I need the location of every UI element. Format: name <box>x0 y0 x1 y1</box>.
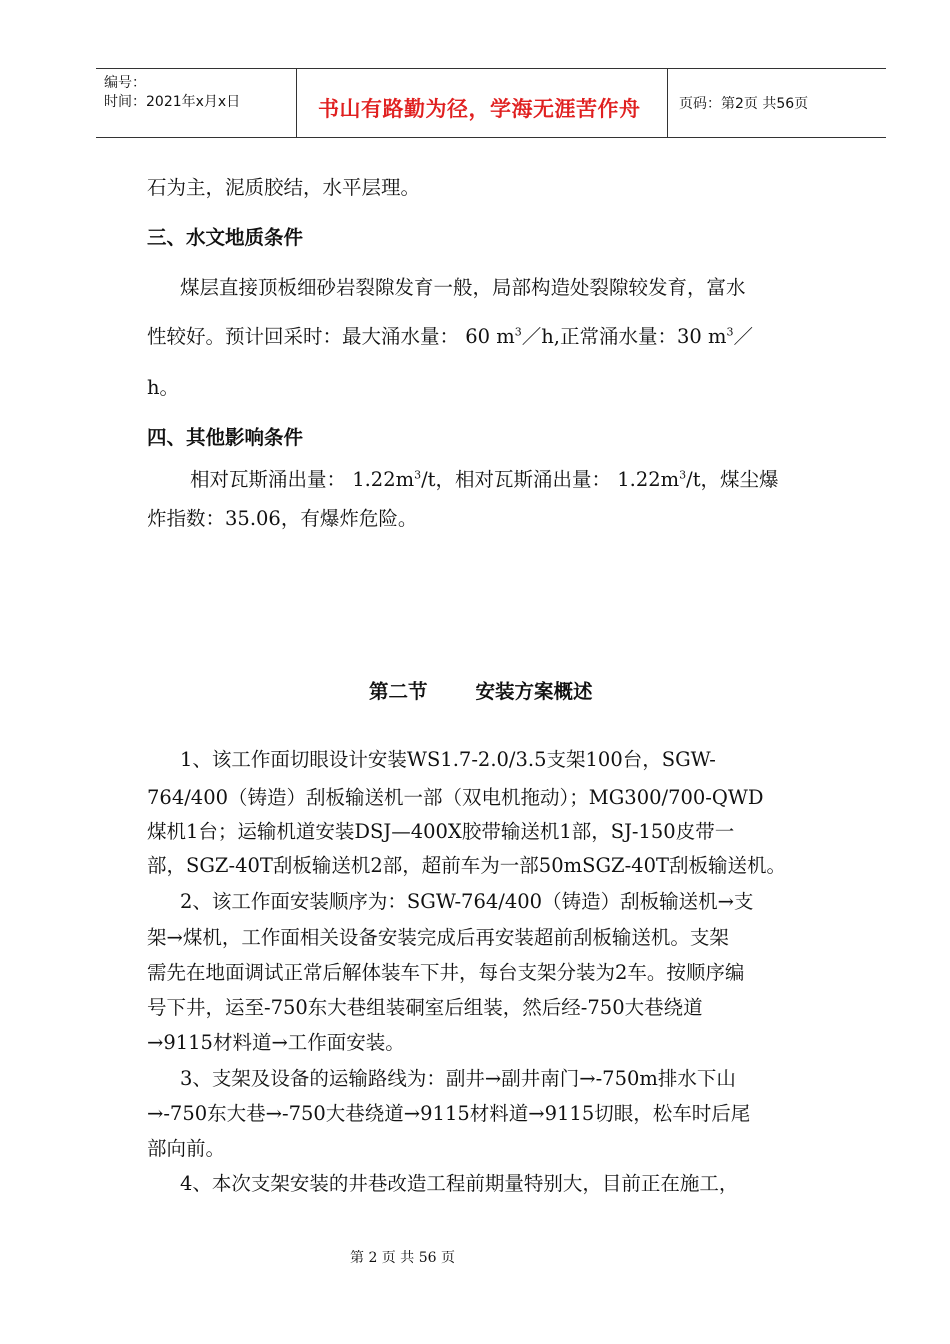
header-motto-cell <box>296 69 668 137</box>
paragraph-line: 764/400（铸造）刮板输送机一部（双电机拖动）；MG300/700-QWD <box>147 786 764 809</box>
time-label: 时间：2021年x月x日 <box>104 94 241 110</box>
superscript: 3 <box>726 325 734 339</box>
paragraph-line: 3、支架及设备的运输路线为：副井→副井南门→-750m排水下山 <box>180 1067 736 1090</box>
superscript: 3 <box>414 468 422 482</box>
motto: 书山有路勤为径，学海无涯苦作舟 <box>318 97 641 121</box>
paragraph-line: 炸指数：35.06，有爆炸危险。 <box>147 507 418 530</box>
paragraph-line: →-750东大巷→-750大巷绕道→9115材料道→9115切眼，松车时后尾 <box>147 1102 751 1125</box>
text-segment: /t，相对瓦斯涌出量： 1.22m <box>421 468 680 491</box>
superscript: 3 <box>514 325 522 339</box>
superscript: 3 <box>679 468 687 482</box>
paragraph-line: 2、该工作面安装顺序为：SGW-764/400（铸造）刮板输送机→支 <box>180 890 754 913</box>
paragraph-line: 部，SGZ-40T刮板输送机2部，超前车为一部50mSGZ-40T刮板输送机。 <box>147 854 786 877</box>
text-segment: /t，煤尘爆 <box>686 468 779 491</box>
heading-other-conditions: 四、其他影响条件 <box>147 426 304 449</box>
paragraph-line <box>147 321 753 349</box>
paragraph-line: 煤机1台；运输机道安装DSJ—400X胶带输送机1部，SJ-150皮带一 <box>147 820 735 843</box>
paragraph-line: 部向前。 <box>147 1137 226 1160</box>
paragraph-line <box>190 464 779 492</box>
paragraph-line: 需先在地面调试正常后解体装车下井，每台支架分装为2车。按顺序编 <box>147 961 745 984</box>
paragraph-line: 号下井，运至-750东大巷组装硐室后组装，然后经-750大巷绕道 <box>147 996 703 1019</box>
paragraph-line: h。 <box>147 376 180 399</box>
paragraph-line: 1、该工作面切眼设计安装WS1.7-2.0/3.5支架100台，SGW- <box>180 748 716 771</box>
code-label: 编号： <box>104 75 146 91</box>
text-segment: ／h,正常涌水量：30 m <box>521 325 727 348</box>
text-segment: 相对瓦斯涌出量： 1.22m <box>190 468 415 491</box>
page-info: 页码：第2页 共56页 <box>679 96 809 112</box>
page-header <box>96 68 886 138</box>
section-name: 安装方案概述 <box>475 680 593 703</box>
header-meta <box>96 69 297 137</box>
section-title <box>369 676 593 704</box>
section-number: 第二节 <box>369 680 428 703</box>
paragraph-line: 4、本次支架安装的井巷改造工程前期量特别大，目前正在施工， <box>180 1172 739 1195</box>
heading-hydrology: 三、水文地质条件 <box>147 226 304 249</box>
text-segment: ／ <box>733 325 753 348</box>
paragraph-line: 架→煤机，工作面相关设备安装完成后再安装超前刮板输送机。支架 <box>147 926 729 949</box>
paragraph-line: 煤层直接顶板细砂岩裂隙发育一般，局部构造处裂隙较发育，富水 <box>180 276 746 299</box>
paragraph-line: →9115材料道→工作面安装。 <box>147 1031 405 1054</box>
paragraph-line: 石为主，泥质胶结，水平层理。 <box>147 176 421 199</box>
page-footer: 第 2 页 共 56 页 <box>350 1250 455 1266</box>
text-segment: 性较好。预计回采时：最大涌水量： 60 m <box>147 325 515 348</box>
